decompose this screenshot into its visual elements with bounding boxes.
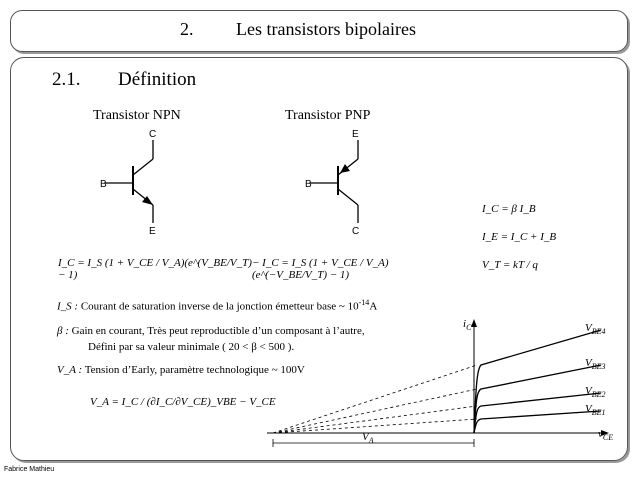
header-number: 2. xyxy=(180,19,194,39)
is-text: Courant de saturation inverse de la jonction émetteur base ~ 10 xyxy=(80,300,359,313)
curve-vbe2 xyxy=(474,393,601,433)
npn-base-label: B xyxy=(100,179,107,190)
curve-label-vbe4: $V_{BE4}$ xyxy=(585,322,606,337)
relation-vt: V_T = kT / q xyxy=(482,259,538,271)
curve-vbe1 xyxy=(474,411,601,433)
beta-line2: Défini par sa valeur minimale ( 20 < β < 500 ). xyxy=(88,341,295,353)
beta-symbol: β : xyxy=(57,325,69,337)
pnp-emitter-label: E xyxy=(352,129,359,140)
curve-vbe3 xyxy=(474,365,601,433)
early-effect-graph xyxy=(265,315,630,460)
is-exponent: -14 xyxy=(358,298,370,307)
x-axis-label: $v_{CE}$ xyxy=(598,428,614,443)
pnp-collector-label: C xyxy=(352,226,360,237)
relation-ic-beta: I_C = β I_B xyxy=(482,203,536,215)
npn-equation: I_C = I_S (1 + V_CE / V_A)(e^(V_BE/V_T) − 1) xyxy=(58,257,252,281)
footer-author: Fabrice Mathieu xyxy=(4,466,55,473)
section-number: 2.1. xyxy=(52,69,81,90)
pnp-equation: − I_C = I_S (1 + V_CE / V_A)(e^(−V_BE/V_T) − 1) xyxy=(252,257,389,281)
npn-collector-label: C xyxy=(149,129,157,140)
curve-label-vbe2: $V_{BE2}$ xyxy=(585,385,606,400)
va-text: Tension d’Early, paramètre technologique ~ 100V xyxy=(84,364,305,376)
y-axis-label: $i_C$ xyxy=(463,318,472,333)
npn-emitter-label: E xyxy=(149,226,156,237)
is-definition xyxy=(57,298,377,313)
section-title: Définition xyxy=(118,69,197,90)
pnp-label: Transistor PNP xyxy=(285,108,371,123)
beta-line1: Gain en courant, Très peut reproductible d’un composant à l’autre, xyxy=(71,325,365,337)
y-axis-arrow xyxy=(471,319,477,327)
va-symbol: V_A : xyxy=(57,364,83,376)
curve-label-vbe1: $V_{BE1}$ xyxy=(585,403,606,418)
extrapolation-line-2 xyxy=(273,406,477,433)
is-unit: A xyxy=(369,300,378,313)
npn-label: Transistor NPN xyxy=(93,108,181,123)
npn-transistor-symbol xyxy=(95,125,185,240)
va-formula: V_A = I_C / (∂I_C/∂V_CE)_VBE − V_CE xyxy=(90,396,276,408)
va-label: $V_A$ xyxy=(362,431,374,446)
curve-label-vbe3: $V_{BE3}$ xyxy=(585,357,606,372)
extrapolation-line-4 xyxy=(273,365,477,433)
pnp-base-label: B xyxy=(305,179,312,190)
relation-ie-sum: I_E = I_C + I_B xyxy=(482,231,557,243)
pnp-transistor-symbol xyxy=(300,125,390,240)
is-symbol: I_S : xyxy=(57,300,79,313)
header-title: Les transistors bipolaires xyxy=(236,19,416,39)
